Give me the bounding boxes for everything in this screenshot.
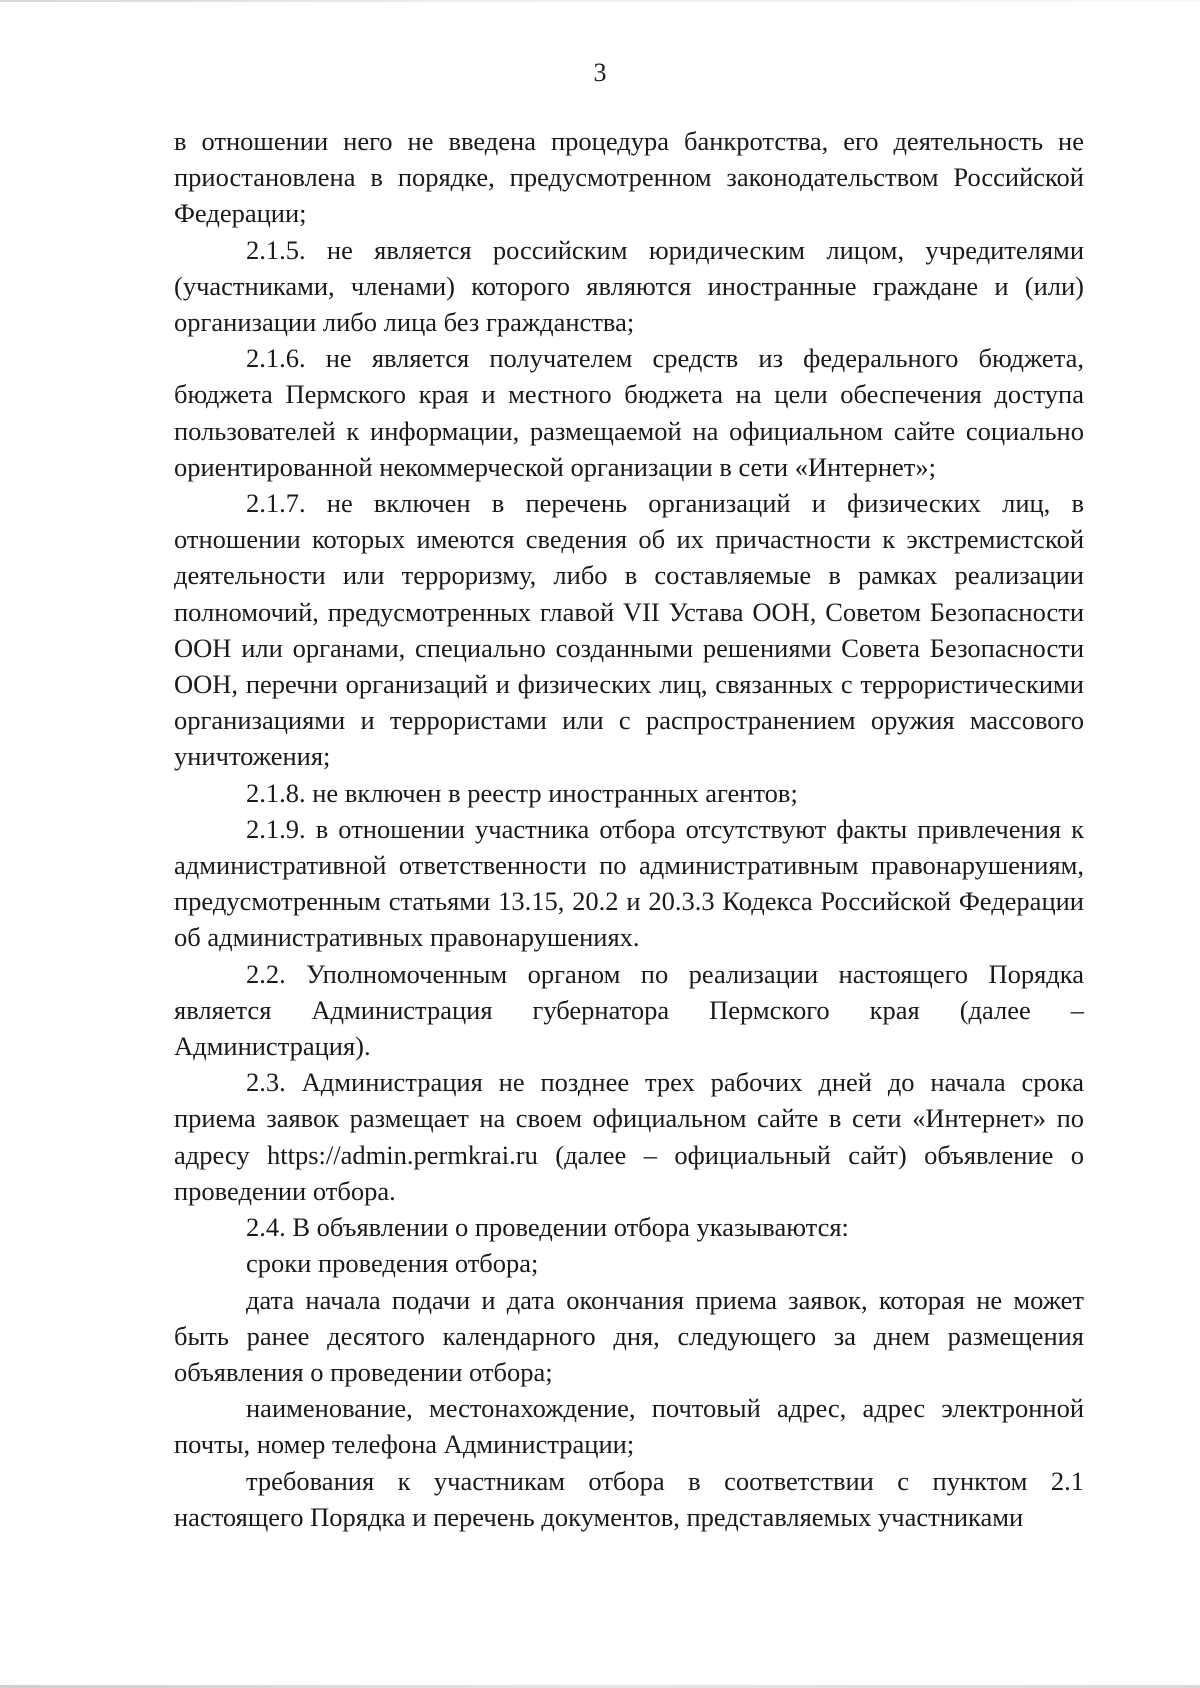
list-item-dates: дата начала подачи и дата окончания приема заявок, которая не может быть ранее десятого календарного дня, следующего за днем размещения объявления о проведении отбора; [174, 1284, 1084, 1387]
scan-edge-top [0, 0, 1200, 2]
document-body [174, 123, 1084, 1535]
paragraph-2-4: 2.4. В объявлении о проведении отбора указываются: [246, 1212, 849, 1243]
list-item-contacts: наименование, местонахождение, почтовый адрес, адрес электронной почты, номер телефона Администрации; [174, 1393, 1084, 1460]
paragraph-2-1-7: 2.1.7. не включен в перечень организаций и физических лиц, в отношении которых имеются сведения об их причастности к экстремистской деятельности или терроризму, либо в составляемые в рамках реализации полномочий, предусмотренных главой VII Устава ООН, Советом Безопасности ООН или органами, специально созданными решениями Совета Безопасности ООН, перечни организаций и физических лиц, связанных с террористическими организациями и террористами или с распространением оружия массового уничтожения; [174, 488, 1084, 772]
paragraph-2-2: 2.2. Уполномоченным органом по реализации настоящего Порядка является Администрация губернатора Пермского края (далее – Администрация). [174, 958, 1084, 1062]
paragraph-continuation: в отношении него не введена процедура банкротства, его деятельность не приостановлена в порядке, предусмотренном законодательством Российской Федерации; [174, 126, 1084, 229]
list-item-terms: сроки проведения отбора; [246, 1248, 539, 1279]
paragraph-2-3: 2.3. Администрация не позднее трех рабочих дней до начала срока приема заявок размещает на своем официальном сайте в сети «Интернет» по адресу https://admin.permkrai.ru (далее – официальный сайт) объявление о проведении отбора. [174, 1067, 1084, 1206]
paragraph-2-1-6: 2.1.6. не является получателем средств из федерального бюджета, бюджета Пермского края и местного бюджета на цели обеспечения доступа пользователей к информации, размещаемой на официальном сайте социально ориентированной некоммерческой организации в сети «Интернет»; [174, 343, 1084, 482]
list-item-requirements: требования к участникам отбора в соответствии с пунктом 2.1 настоящего Порядка и перечень документов, представляемых участниками [174, 1465, 1084, 1532]
page-number: 3 [593, 58, 607, 87]
paragraph-2-1-8: 2.1.8. не включен в реестр иностранных агентов; [246, 777, 798, 808]
paragraph-2-1-5: 2.1.5. не является российским юридическим лицом, учредителями (участниками, членами) которого являются иностранные граждане и (или) организации либо лица без гражданства; [174, 234, 1084, 338]
paragraph-2-1-9: 2.1.9. в отношении участника отбора отсутствуют факты привлечения к административной ответственности по административным правонарушениям, предусмотренным статьями 13.15, 20.2 и 20.3.3 Кодекса Российской Федерации об административных правонарушениях. [174, 813, 1084, 953]
